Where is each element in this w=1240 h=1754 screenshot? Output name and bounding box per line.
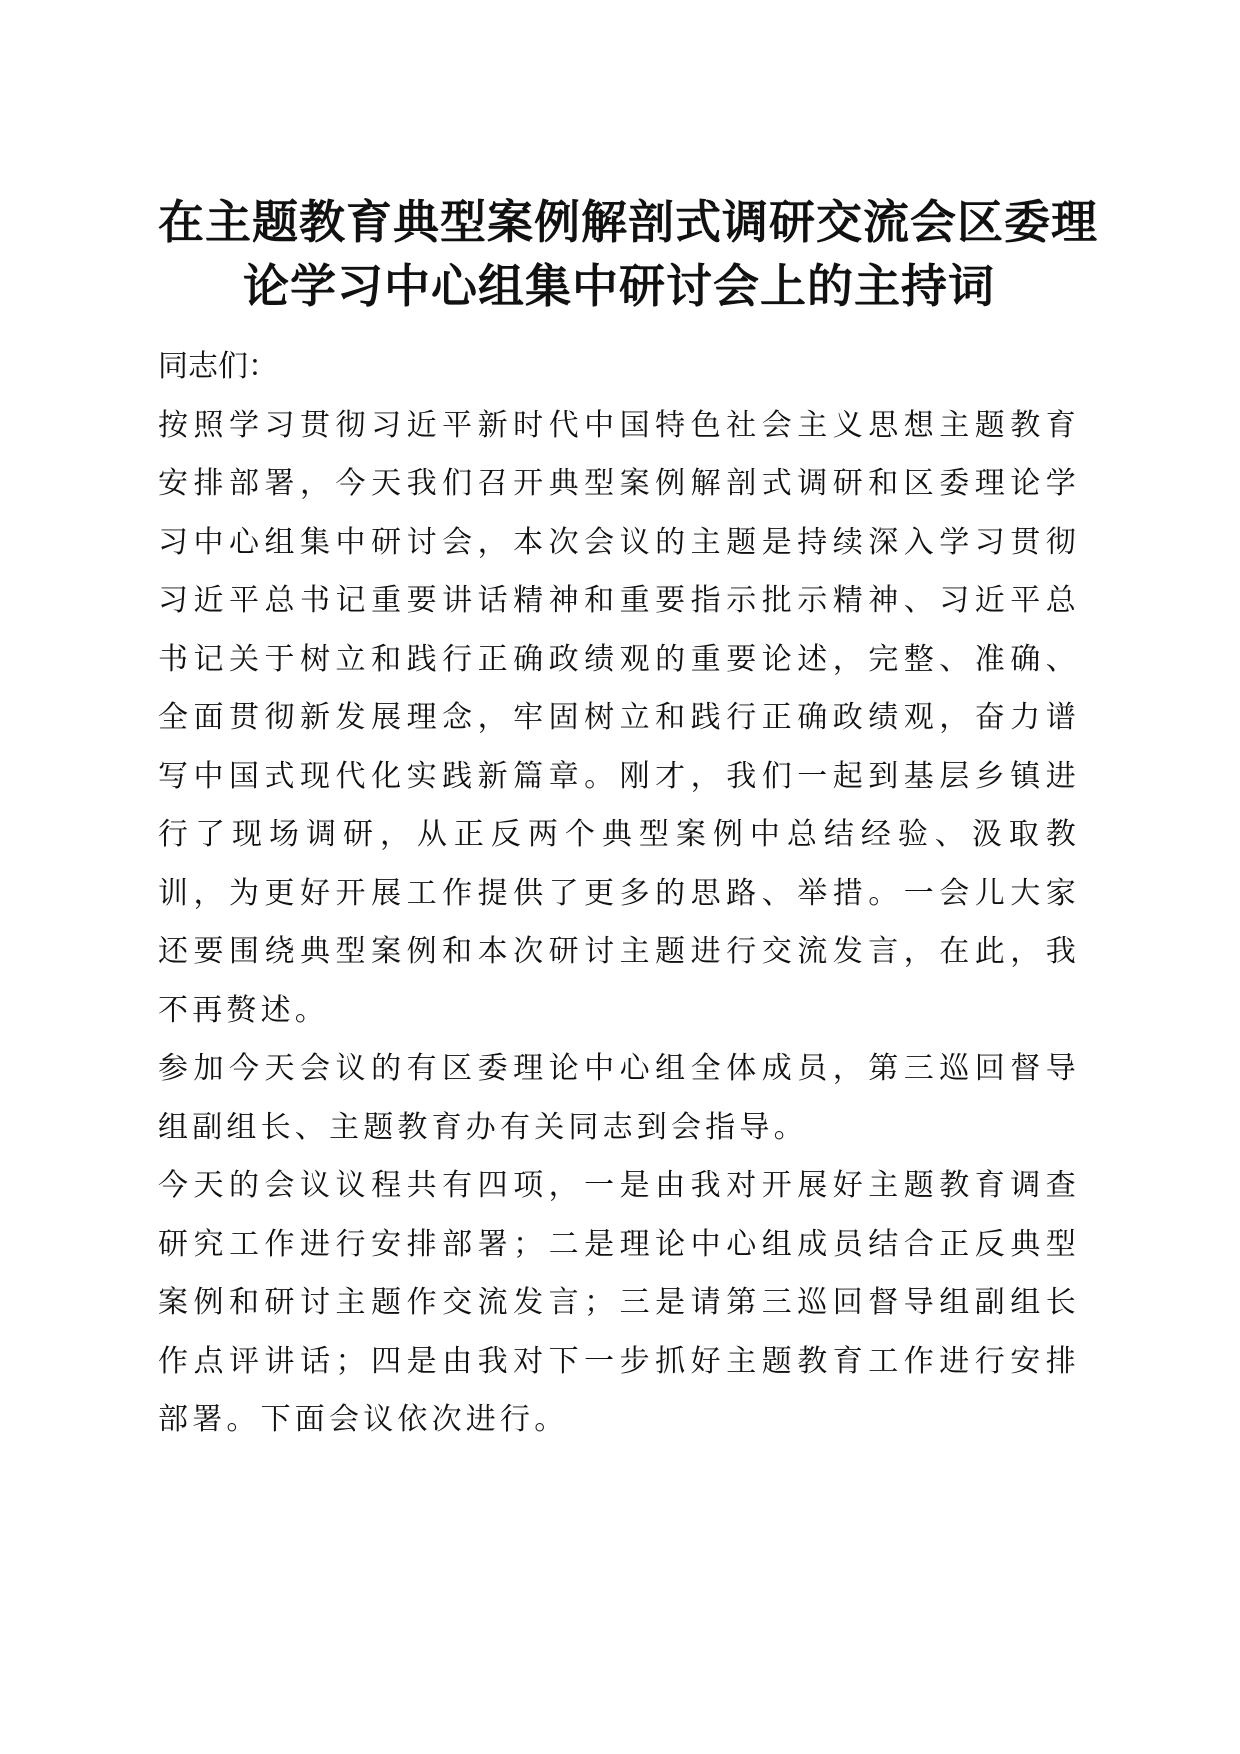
paragraph-opening: 按照学习贯彻习近平新时代中国特色社会主义思想主题教育安排部署，今天我们召开典型案例解剖式调研和区委理论学习中心组集中研讨会，本次会议的主题是持续深入学习贯彻习近平总书记重要讲话精神和重要指示批示精神、习近平总书记关于树立和践行正确政绩观的重要论述，完整、准确、全面贯彻新发展理念，牢固树立和践行正确政绩观，奋力谱写中国式现代化实践新篇章。刚才，我们一起到基层乡镇进行了现场调研，从正反两个典型案例中总结经验、汲取教训，为更好开展工作提供了更多的思路、举措。一会儿大家还要围绕典型案例和本次研讨主题进行交流发言，在此，我不再赘述。 <box>158 407 1080 1028</box>
salutation: 同志们： <box>158 349 278 384</box>
document-page <box>158 190 1098 1450</box>
paragraph-agenda: 今天的会议议程共有四项，一是由我对开展好主题教育调查研究工作进行安排部署；二是理论中心组成员结合正反典型案例和研讨主题作交流发言；三是请第三巡回督导组副组长作点评讲话；四是由我对下一步抓好主题教育工作进行安排部署。下面会议依次进行。 <box>158 1168 1080 1437</box>
paragraph-attendees: 参加今天会议的有区委理论中心组全体成员，第三巡回督导组副组长、主题教育办有关同志到会指导。 <box>158 1051 1080 1145</box>
title-line-2: 论学习中心组集中研讨会上的主持词 <box>243 259 995 313</box>
document-title <box>158 190 1098 318</box>
document-body <box>158 338 1080 1450</box>
title-line-1: 在主题教育典型案例解剖式调研交流会区委理 <box>158 195 1098 249</box>
